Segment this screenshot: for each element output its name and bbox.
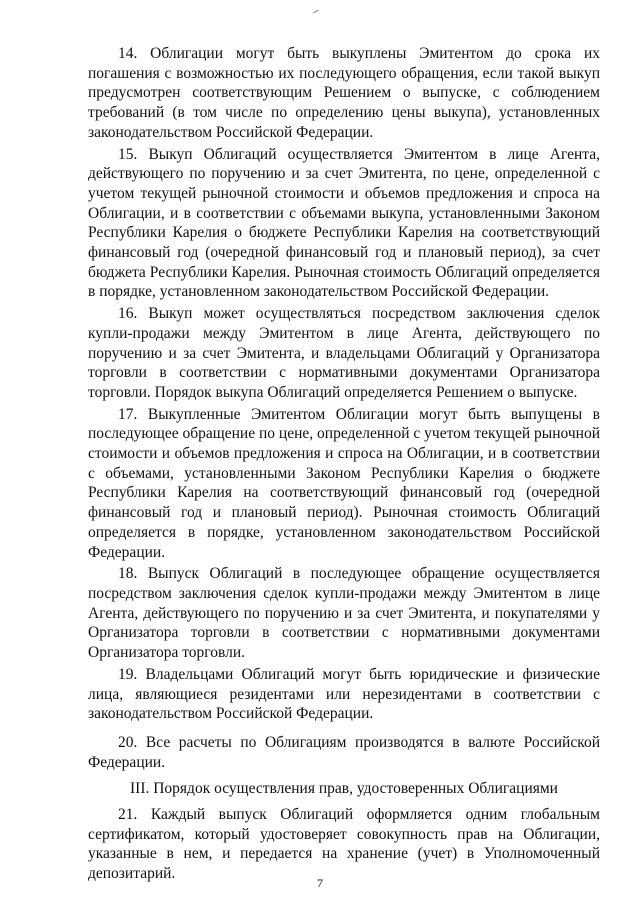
paragraph-16: 16. Выкуп может осуществляться посредством заключения сделок купли-продажи между Эмитентом в лице Агента, действующего по поручению и за счет Эмитента, и владельцами Облигаций у Организатора торговли в соответствии с нормативными документами Организатора торговли. Порядок выкупа Облигаций определяется Решением о выпуске. — [88, 305, 600, 401]
section-heading: III. Порядок осуществления прав, удостоверенных Облигациями — [130, 780, 558, 798]
paragraph-18: 18. Выпуск Облигаций в последующее обращение осуществляется посредством заключения сделок купли-продажи между Эмитентом в лице Агента, действующего по поручению и за счет Эмитента, и покупателями у Организатора торговли в соответствии с нормативными документами Организатора торговли. — [88, 565, 600, 662]
paragraph-14: 14. Облигации могут быть выкуплены Эмитентом до срока их погашения с возможностью их последующего обращения, если такой выкуп предусмотрен соответствующим Решением о выпуске, с соблюдением требований (в том числе по определению цены выкупа), установленных законодательством Российской Федерации. — [88, 45, 600, 141]
page-number: 7 — [317, 876, 323, 890]
paragraph-21: 21. Каждый выпуск Облигаций оформляется одним глобальным сертификатом, который удостоверяет совокупность прав на Облигации, указанные в нем, и передается на хранение (учет) в Уполномоченный депозитарий. — [88, 806, 600, 883]
paragraph-17: 17. Выкупленные Эмитентом Облигации могут быть выпущены в последующее обращение по цене, определенной с учетом текущей рыночной стоимости и объемов предложения и спроса на Облигации, и в соответствии с объемами, установленными Законом Республики Карелия о бюджете Республики Карелия на соответствующий финансовый год (очередной финансовый год и плановый период). Рыночная стоимость Облигаций определяется в порядке, установленном законодательством Российской Федерации. — [88, 405, 600, 561]
paragraph-19: 19. Владельцами Облигаций могут быть юридические и физические лица, являющиеся резидентами или нерезидентами в соответствии с законодательством Российской Федерации. — [88, 665, 600, 723]
paragraph-20: 20. Все расчеты по Облигациям производятся в валюте Российской Федерации. — [88, 733, 600, 771]
paragraph-15: 15. Выкуп Облигаций осуществляется Эмитентом в лице Агента, действующего по поручению и за счет Эмитента, по цене, определенной с учетом текущей рыночной стоимости и объемов предложения и спроса на Облигации, и в соответствии с объемами выкупа, установленными Законом Республики Карелия о бюджете Республики Карелия на соответствующий финансовый год (очередной финансовый год и плановый период), за счет бюджета Республики Карелия. Рыночная стоимость Облигаций определяется в порядке, установленном законодательством Российской Федерации. — [88, 145, 600, 301]
scan-speck-mark — [313, 10, 319, 14]
